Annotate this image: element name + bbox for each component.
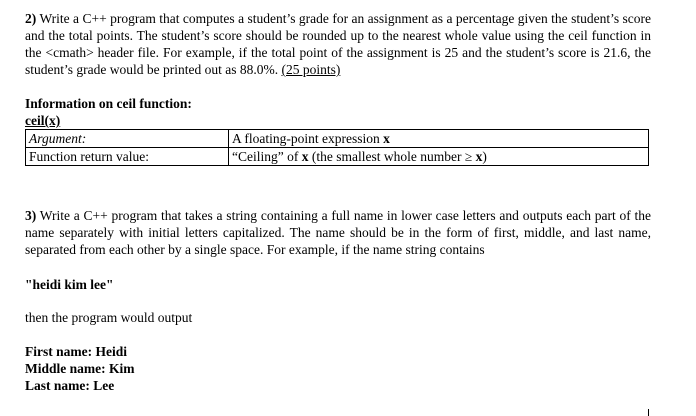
question-3-paragraph <box>25 207 651 258</box>
output-line-middle: Middle name: Kim <box>25 361 135 376</box>
question-2-points: (25 points) <box>281 62 341 77</box>
example-input: "heidi kim lee" <box>25 277 114 292</box>
argument-value: A floating-point expression x <box>229 130 649 148</box>
ceil-function-title: ceil(x) <box>25 113 61 128</box>
ceil-info-table <box>25 129 649 166</box>
question-2-paragraph <box>25 10 651 78</box>
return-value-label: Function return value: <box>26 148 229 166</box>
question-3-number: 3) <box>25 208 37 223</box>
table-row <box>26 130 649 148</box>
edge-mark <box>648 409 649 416</box>
output-line-last: Last name: Lee <box>25 378 115 393</box>
table-row <box>26 148 649 166</box>
output-line-first: First name: Heidi <box>25 344 127 359</box>
argument-label: Argument: <box>26 130 229 148</box>
question-3-text: Write a C++ program that takes a string containing a full name in lower case letters and outputs each part of the name separately with initial letters capitalized. The name should be in the form of first, middle, and last name, separated from each other by a single space. For example, if the name string contains <box>25 208 651 257</box>
then-text: then the program would output <box>25 310 193 325</box>
return-value-value: “Ceiling” of x (the smallest whole number ≥ x) <box>229 148 649 166</box>
question-2-number: 2) <box>25 11 37 26</box>
question-2-text: Write a C++ program that computes a student’s grade for an assignment as a percentage given the student’s score and the total points. The student’s score should be rounded up to the nearest whole value using the ceil function in the <cmath> header file. For example, if the total point of the assignment is 25 and the student’s score is 21.6, the student’s grade would be printed out as 88.0%. <box>25 11 651 77</box>
ceil-info-heading: Information on ceil function: <box>25 96 192 111</box>
